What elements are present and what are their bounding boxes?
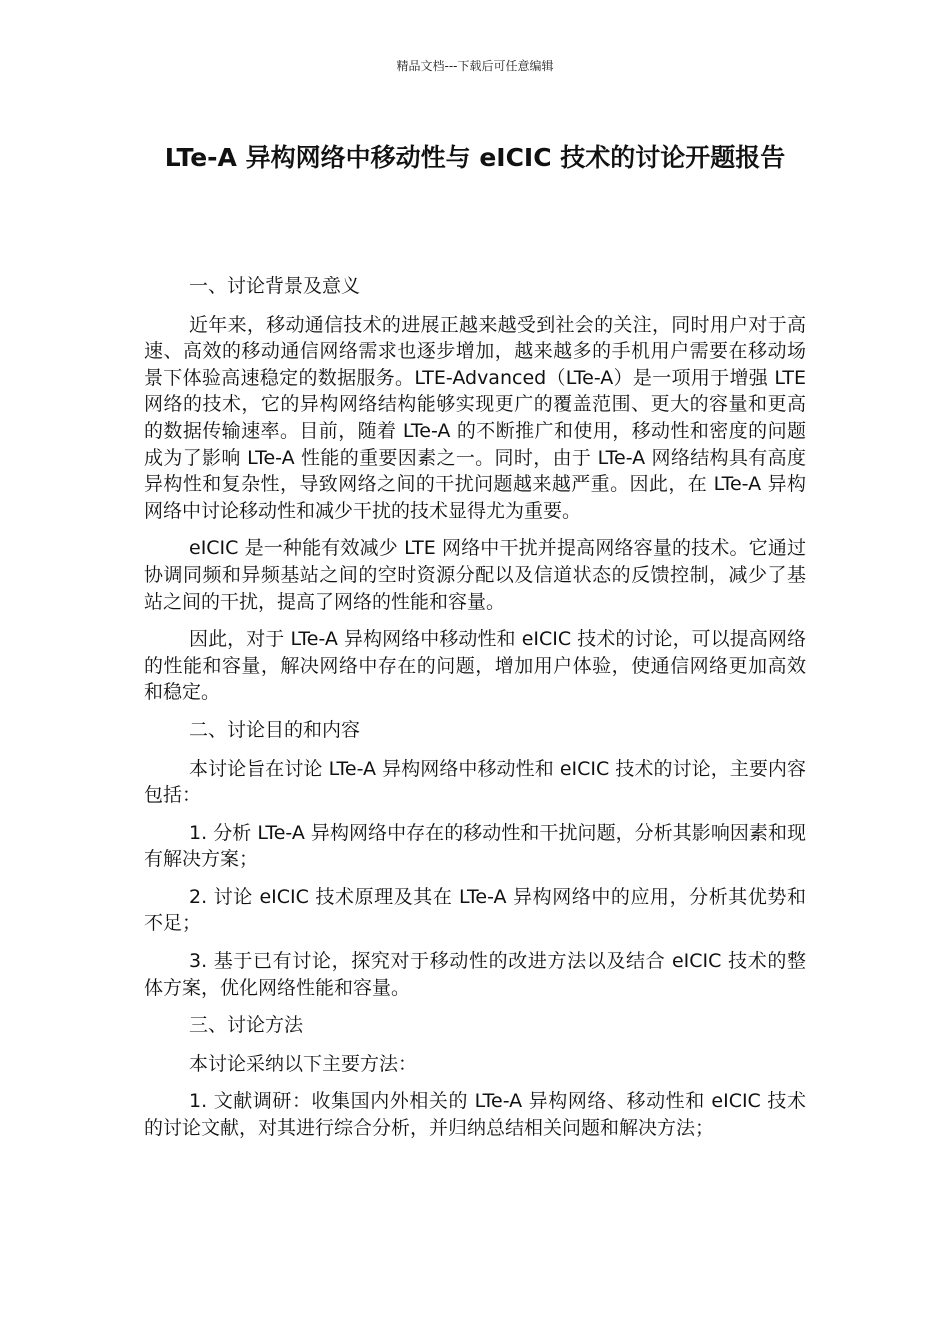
section-heading-background: 一、讨论背景及意义 (189, 275, 361, 297)
document-title: LTe-A 异构网络中移动性与 eICIC 技术的讨论开题报告 (164, 143, 786, 172)
list-item-objective-3: 3. 基于已有讨论，探究对于移动性的改进方法以及结合 eICIC 技术的整体方案，优化网络性能和容量。 (144, 950, 806, 999)
section-heading-methods: 三、讨论方法 (189, 1014, 304, 1037)
paragraph-objectives-intro: 本讨论旨在讨论 LTe-A 异构网络中移动性和 eICIC 技术的讨论，主要内容包括： (144, 757, 806, 807)
paragraph-significance: 因此，对于 LTe-A 异构网络中移动性和 eICIC 技术的讨论，可以提高网络的性能和容量，解决网络中存在的问题，增加用户体验，使通信网络更加高效和稳定。 (144, 628, 806, 704)
section-heading-objectives: 二、讨论目的和内容 (189, 718, 361, 741)
list-item-objective-1: 1. 分析 LTe-A 异构网络中存在的移动性和干扰问题，分析其影响因素和现有解决方案； (144, 821, 806, 871)
page-header: 精品文档---下载后可任意编辑 (396, 59, 554, 73)
list-item-method-1: 1. 文献调研：收集国内外相关的 LTe-A 异构网络、移动性和 eICIC 技术的讨论文献，对其进行综合分析，并归纳总结相关问题和解决方法； (144, 1090, 806, 1140)
paragraph-methods-intro: 本讨论采纳以下主要方法： (189, 1052, 418, 1075)
list-item-objective-2: 2. 讨论 eICIC 技术原理及其在 LTe-A 异构网络中的应用，分析其优势和不足； (144, 885, 806, 935)
paragraph-background: 近年来，移动通信技术的进展正越来越受到社会的关注，同时用户对于高速、高效的移动通信网络需求也逐步增加，越来越多的手机用户需要在移动场景下体验高速稳定的数据服务。LTE-Advanced（LTe-A）是一项用于增强 LTE 网络的技术，它的异构网络结构能够实现更广的覆盖范围、更大的容量和更高的数据传输速率。目前，随着 LTe-A 的不断推广和使用，移动性和密度的问题成为了影响 LTe-A 性能的重要因素之一。同时，由于 LTe-A 网络结构具有高度异构性和复杂性，导致网络之间的干扰问题越来越严重。因此，在 LTe-A 异构网络中讨论移动性和减少干扰的技术显得尤为重要。 (144, 313, 806, 522)
document-body (144, 273, 806, 1153)
paragraph-eicic-intro: eICIC 是一种能有效减少 LTE 网络中干扰并提高网络容量的技术。它通过协调同频和异频基站之间的空时资源分配以及信道状态的反馈控制，减少了基站之间的干扰，提高了网络的性能和容量。 (144, 537, 806, 613)
